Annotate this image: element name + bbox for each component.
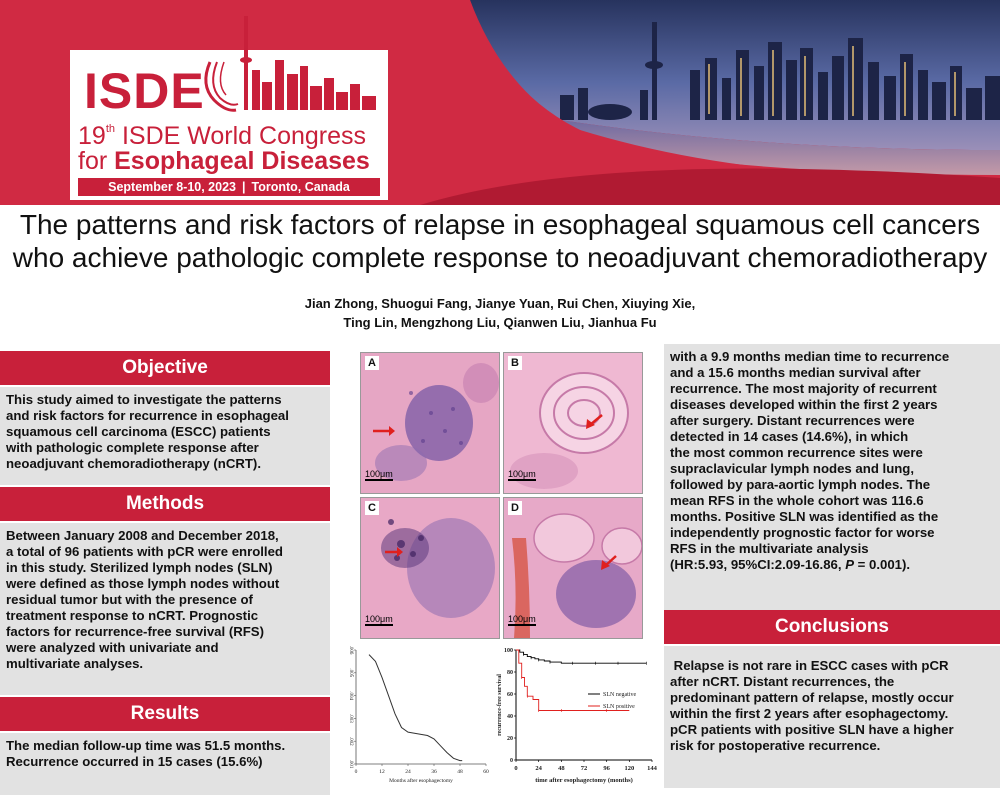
- methods-header: Methods: [0, 487, 330, 521]
- hazard-y-tick-label: .003: [348, 714, 353, 723]
- recurrence-free-survival-chart: [496, 642, 660, 792]
- author-list: Jian Zhong, Shuogui Fang, Jianye Yuan, Rui Chen, Xiuying Xie, Ting Lin, Mengzhong Liu, Qianwen Liu, Jianhua Fu: [304, 296, 696, 330]
- km-x-tick-label: 96: [603, 765, 610, 772]
- hazard-x-tick-label: 60: [483, 769, 489, 775]
- panel-label-b: B: [508, 356, 522, 370]
- km-y-tick-label: 100: [504, 648, 513, 654]
- objective-header: Objective: [0, 351, 330, 385]
- scale-bar-d: 100μm: [508, 614, 536, 624]
- panel-label-d: D: [508, 501, 522, 515]
- objective-text: This study aimed to investigate the patterns and risk factors for recurrence in esophageal squamous cell carcinoma (ESCC) patients with pathologic complete response after neoadjuvant chemoradiotherapy (nCRT).: [0, 387, 330, 485]
- km-series-sln-negative-line: [516, 650, 646, 663]
- km-y-tick-label: 0: [510, 758, 513, 764]
- congress-location: Toronto, Canada: [251, 180, 350, 194]
- scale-bar-c: 100μm: [365, 614, 393, 624]
- hazard-y-tick-label: .005: [348, 668, 353, 678]
- conference-banner: [0, 0, 1000, 205]
- km-legend-label: SLN negative: [603, 692, 637, 698]
- km-y-tick-label: 40: [507, 714, 513, 720]
- hazard-y-tick-label: .002: [348, 736, 353, 746]
- methods-text: Between January 2008 and December 2018, a total of 96 patients with pCR were enrolled in this study. Sterilized lymph nodes (SLN) were defined as those lymph nodes without residual tumor but with the presence of treatment response to nCRT. Prognostic factors for recurrence-free survival (RFS) were analyzed with univariate and multivariate analyses.: [0, 523, 330, 695]
- congress-date-bar: [78, 178, 380, 196]
- km-legend-label: SLN positive: [603, 704, 635, 710]
- panel-label-c: C: [365, 501, 379, 515]
- histology-panel-c: [360, 497, 500, 639]
- panel-label-a: A: [365, 356, 379, 370]
- km-y-axis-label: recurrence-free survival: [497, 674, 503, 736]
- histology-panel-d: [503, 497, 643, 639]
- scale-bar-a: 100μm: [365, 469, 393, 479]
- hazard-y-tick-label: .001: [348, 759, 353, 769]
- km-x-tick-label: 0: [514, 765, 518, 772]
- hazard-y-tick-label: .006: [348, 645, 353, 655]
- hazard-series-line: [369, 655, 462, 761]
- results-text-left: The median follow-up time was 51.5 months. Recurrence occurred in 15 cases (15.6%): [0, 733, 330, 795]
- hazard-ratio-line: (HR:5.93, 95%CI:2.09-16.86, P = 0.001).: [670, 557, 911, 572]
- km-series-sln-positive-line: [516, 650, 629, 711]
- congress-subtitle: for Esophageal Diseases: [78, 147, 370, 175]
- date-separator: |: [241, 180, 246, 194]
- histology-panel-b: [503, 352, 643, 494]
- hazard-x-tick-label: 0: [354, 769, 358, 775]
- km-x-tick-label: 48: [558, 765, 565, 772]
- km-y-tick-label: 60: [507, 692, 513, 698]
- scale-bar-b: 100μm: [508, 469, 536, 479]
- congress-date: September 8-10, 2023: [108, 180, 236, 194]
- results-text-right: with a 9.9 months median time to recurrence and a 15.6 months median survival after recurrence. The most majority of recurrent diseases developed within the first 2 years after surgery. Distant recurrences were detected in 14 cases (14.6%), in which the most common recurrence sites were supraclavicular lymph nodes and lung, followed by para-aortic lymph nodes. The mean RFS in the whole cohort was 116.6 months. Positive SLN was identified as the independently prognostic factor for worse RFS in the multivariate analysis (HR:5.93, 95%CI:2.09-16.86, P = 0.001).: [664, 344, 1000, 616]
- hazard-curve-chart: [334, 642, 494, 792]
- conclusions-header: Conclusions: [664, 610, 1000, 644]
- congress-name: 19th ISDE World Congress: [78, 122, 367, 150]
- isde-logo: ISDE: [84, 63, 205, 119]
- km-y-tick-label: 20: [507, 736, 513, 742]
- histology-panel-a: [360, 352, 500, 494]
- hazard-x-tick-label: 12: [379, 769, 385, 775]
- km-x-tick-label: 120: [624, 765, 635, 772]
- hazard-x-tick-label: 48: [457, 769, 463, 775]
- km-x-tick-label: 24: [535, 765, 542, 772]
- km-x-tick-label: 72: [580, 765, 588, 772]
- hazard-x-axis-label: Months after esophagectomy: [389, 778, 453, 784]
- conclusions-text: Relapse is not rare in ESCC cases with pCR after nCRT. Distant recurrences, the predominant pattern of relapse, mostly occur within the first 2 years after esophagectomy. pCR patients with positive SLN have a higher risk for postoperative recurrence.: [664, 646, 1000, 788]
- hazard-x-tick-label: 24: [405, 769, 411, 775]
- hazard-x-tick-label: 36: [431, 769, 437, 775]
- km-x-axis-label: time after esophagectomy (months): [535, 777, 633, 784]
- results-header: Results: [0, 697, 330, 731]
- hazard-y-tick-label: .004: [348, 691, 353, 700]
- km-x-tick-label: 144: [647, 765, 657, 772]
- poster-title: The patterns and risk factors of relapse in esophageal squamous cell cancers who achieve pathologic complete response to neoadjuvant chemoradiotherapy: [12, 209, 988, 273]
- km-y-tick-label: 80: [507, 670, 513, 676]
